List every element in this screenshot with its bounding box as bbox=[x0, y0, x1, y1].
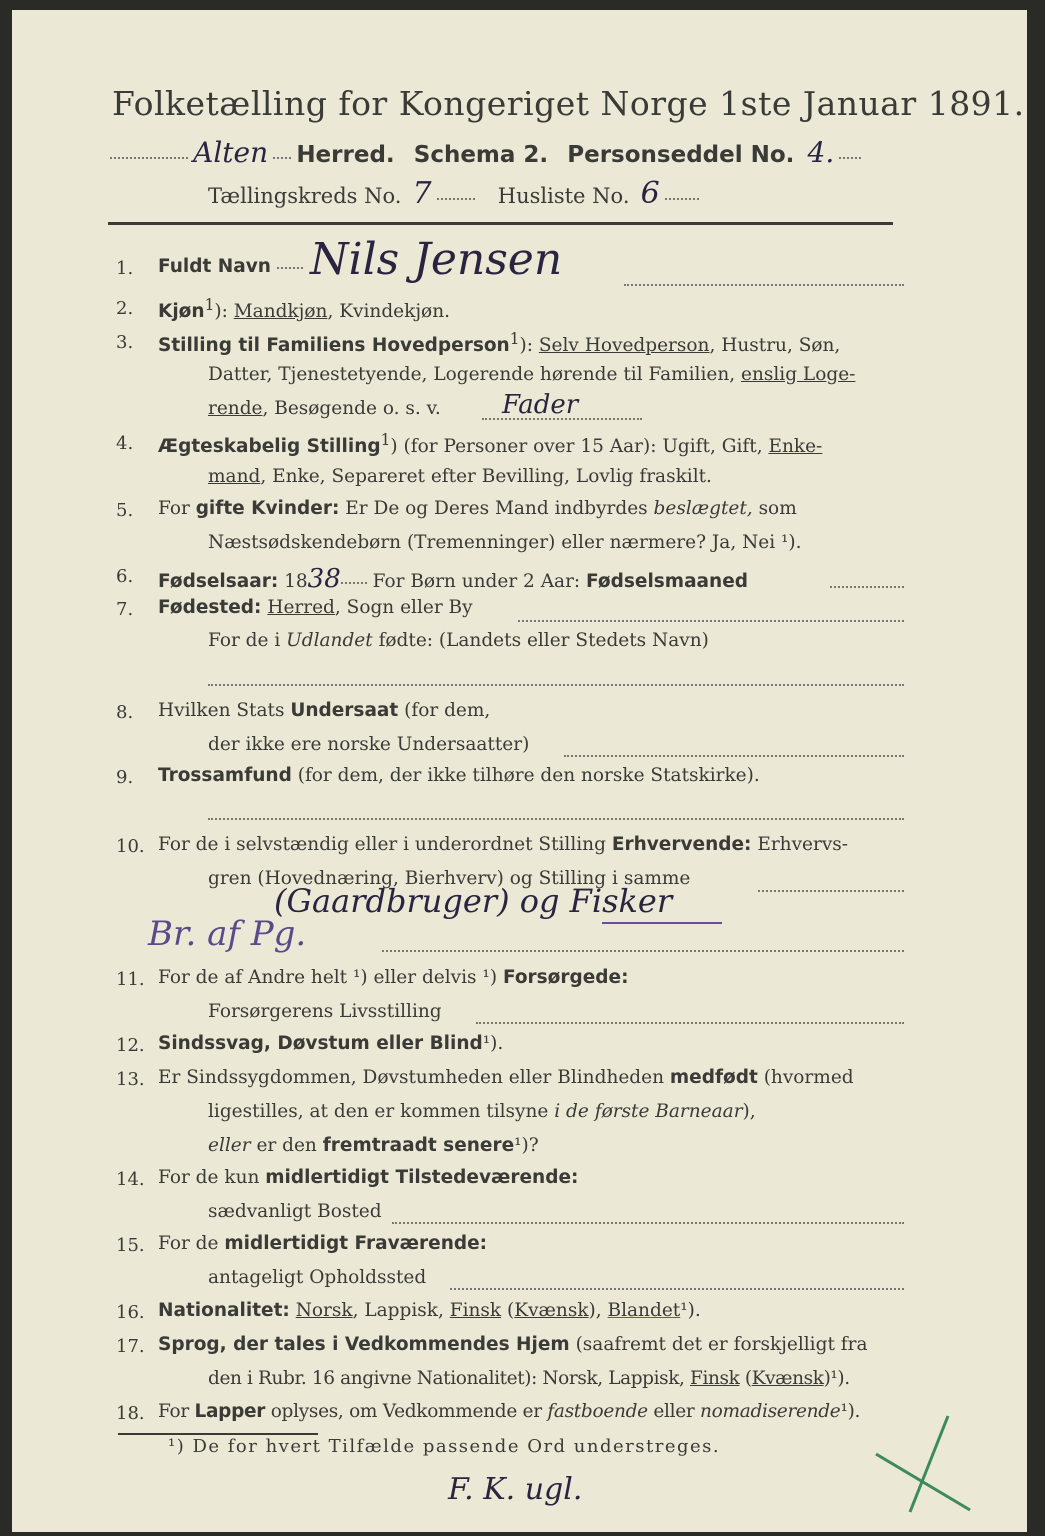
option-enslig-logerende: enslig Loge- bbox=[741, 364, 856, 385]
question-18: For Lapper oplyses, om Vedkommende er fastboende eller nomadiserende¹). bbox=[158, 1401, 861, 1422]
question-8-line2: der ikke ere norske Undersaatter) bbox=[208, 734, 530, 755]
question-10-line1: For de i selvstændig eller i underordnet Stilling Erhvervende: Erhvervs- bbox=[158, 834, 849, 855]
personseddel-label: Personseddel No. bbox=[567, 142, 795, 168]
item-number: 12. bbox=[116, 1035, 145, 1056]
dotted-line bbox=[665, 197, 699, 200]
item-number: 13. bbox=[116, 1069, 145, 1090]
dotted-line bbox=[839, 156, 861, 159]
question-11-line2: Forsørgerens Livsstilling bbox=[208, 1001, 442, 1022]
item-number: 5. bbox=[116, 500, 134, 521]
q9-dots bbox=[208, 808, 904, 827]
question-4-line2: mand, Enke, Separeret efter Bevilling, Lovlig fraskilt. bbox=[208, 466, 712, 487]
item-number: 4. bbox=[116, 433, 134, 454]
crayon-underline bbox=[602, 922, 722, 924]
form-title: Folketælling for Kongeriget Norge 1ste Januar 1891. bbox=[112, 84, 1025, 123]
item-number: 17. bbox=[116, 1336, 145, 1357]
footnote-rule bbox=[118, 1433, 318, 1435]
item-number: 3. bbox=[116, 332, 134, 353]
option-herred: Herred bbox=[267, 597, 335, 618]
signature: F. K. ugl. bbox=[448, 1472, 583, 1507]
item-number: 6. bbox=[116, 566, 134, 587]
question-2: Kjøn$^1$): Mandkjøn, Kvindekjøn. bbox=[158, 296, 450, 323]
option-mandkjon: Mandkjøn bbox=[233, 301, 328, 323]
dotted-line bbox=[277, 266, 303, 269]
item-number: 11. bbox=[116, 969, 145, 990]
question-3-line3: rende, Besøgende o. s. v. bbox=[208, 398, 441, 419]
question-1 bbox=[158, 256, 303, 277]
question-3-line1: Stilling til Familiens Hovedperson$^1$): Selv Hovedperson, Hustru, Søn, bbox=[158, 330, 841, 357]
question-10-line2: gren (Hovednæring, Bierhverv) og Stilling i samme bbox=[208, 868, 691, 889]
dotted-line bbox=[110, 156, 188, 159]
q1-dots bbox=[624, 274, 904, 293]
personseddel-value: 4. bbox=[807, 136, 835, 169]
question-4-line1: Ægteskabelig Stilling$^1$) (for Personer over 15 Aar): Ugift, Gift, Enke- bbox=[158, 431, 823, 458]
option-enkemand: Enke- bbox=[768, 436, 823, 458]
q3-dots bbox=[482, 408, 642, 427]
question-17-line1: Sprog, der tales i Vedkommendes Hjem (saafremt det er forskjelligt fra bbox=[158, 1334, 868, 1355]
herred-value: Alten bbox=[193, 136, 269, 169]
question-13-line3: eller er den fremtraadt senere¹)? bbox=[208, 1135, 539, 1156]
q7-dots-2 bbox=[208, 674, 904, 693]
question-5-line2: Næstsødskendebørn (Tremenninger) eller nærmere? Ja, Nei ¹). bbox=[208, 532, 802, 553]
question-12: Sindssvag, Døvstum eller Blind¹). bbox=[158, 1033, 504, 1054]
header-rule bbox=[108, 222, 893, 225]
crayon-x-mark bbox=[872, 1410, 982, 1520]
question-15-line2: antageligt Opholdssted bbox=[208, 1267, 427, 1288]
item-number: 9. bbox=[116, 767, 134, 788]
question-13-line2: ligestilles, at den er kommen tilsyne i de første Barneaar), bbox=[208, 1101, 756, 1122]
option-selv-hovedperson: Selv Hovedperson bbox=[538, 335, 710, 357]
stilling-value: Fader bbox=[502, 390, 579, 420]
item-number: 1. bbox=[116, 258, 134, 279]
question-5-line1: For gifte Kvinder: Er De og Deres Mand indbyrdes beslægtet, som bbox=[158, 498, 797, 519]
taellingskreds-label: Tællingskreds No. bbox=[208, 184, 402, 208]
q10-dots bbox=[758, 880, 904, 899]
herred-label: Herred. bbox=[296, 142, 395, 168]
question-9: Trossamfund (for dem, der ikke tilhøre den norske Statskirke). bbox=[158, 765, 760, 786]
question-17-line2: den i Rubr. 16 angivne Nationalitet): Norsk, Lappisk, Finsk (Kvænsk)¹). bbox=[208, 1368, 850, 1389]
husliste-value: 6 bbox=[640, 176, 660, 211]
item-number: 2. bbox=[116, 298, 134, 319]
header-herred-row bbox=[110, 136, 861, 169]
birth-year-value: 38 bbox=[307, 564, 341, 594]
option-blandet: Blandet bbox=[607, 1300, 681, 1321]
question-11-line1: For de af Andre helt ¹) eller delvis ¹) Forsørgede: bbox=[158, 967, 629, 988]
q10-dots-2 bbox=[382, 940, 904, 959]
header-kreds-row bbox=[208, 176, 699, 211]
census-form-page bbox=[12, 10, 1027, 1532]
q15-dots bbox=[450, 1278, 904, 1297]
item-number: 7. bbox=[116, 599, 134, 620]
item-number: 16. bbox=[116, 1302, 145, 1323]
question-3-line2: Datter, Tjenestetyende, Logerende hørende til Familien, enslig Loge- bbox=[208, 364, 856, 385]
q11-dots bbox=[476, 1012, 904, 1031]
question-13-line1: Er Sindssygdommen, Døvstumheden eller Blindheden medfødt (hvormed bbox=[158, 1067, 854, 1088]
dotted-line bbox=[273, 156, 291, 159]
item-number: 8. bbox=[116, 702, 134, 723]
question-7-line2: For de i Udlandet fødte: (Landets eller Stedets Navn) bbox=[208, 630, 709, 651]
q8-dots bbox=[564, 745, 904, 764]
question-7-line1: Fødested: Herred, Sogn eller By bbox=[158, 597, 473, 618]
footnote: ¹) De for hvert Tilfælde passende Ord understreges. bbox=[168, 1436, 721, 1457]
item-number: 15. bbox=[116, 1235, 145, 1256]
erhverv-note: Br. af Pg. bbox=[148, 914, 307, 954]
q14-dots bbox=[392, 1212, 904, 1231]
item-number: 18. bbox=[116, 1403, 145, 1424]
option-norsk: Norsk bbox=[295, 1300, 353, 1321]
question-8-line1: Hvilken Stats Undersaat (for dem, bbox=[158, 700, 491, 721]
dotted-line bbox=[437, 197, 475, 200]
item-number: 10. bbox=[116, 836, 145, 857]
option-finsk: Finsk bbox=[449, 1300, 502, 1321]
schema-label: Schema 2. bbox=[413, 142, 549, 168]
erhverv-value: (Gaardbruger) og Fisker bbox=[274, 882, 673, 920]
question-6: Fødselsaar: 1838 For Børn under 2 Aar: Fødselsmaaned bbox=[158, 564, 749, 594]
question-14-line1: For de kun midlertidigt Tilstedeværende: bbox=[158, 1167, 579, 1188]
option-kvaensk: Kvænsk bbox=[514, 1300, 589, 1321]
q7-dots bbox=[518, 610, 904, 629]
question-14-line2: sædvanligt Bosted bbox=[208, 1201, 382, 1222]
fuldt-navn-label: Fuldt Navn bbox=[158, 256, 271, 277]
taellingskreds-value: 7 bbox=[412, 176, 432, 211]
item-number: 14. bbox=[116, 1169, 145, 1190]
full-name-value: Nils Jensen bbox=[310, 234, 563, 285]
husliste-label: Husliste No. bbox=[497, 184, 630, 208]
question-15-line1: For de midlertidigt Fraværende: bbox=[158, 1233, 488, 1254]
question-16: Nationalitet: Norsk, Lappisk, Finsk (Kvænsk), Blandet¹). bbox=[158, 1300, 701, 1321]
q6-dots bbox=[830, 576, 904, 595]
